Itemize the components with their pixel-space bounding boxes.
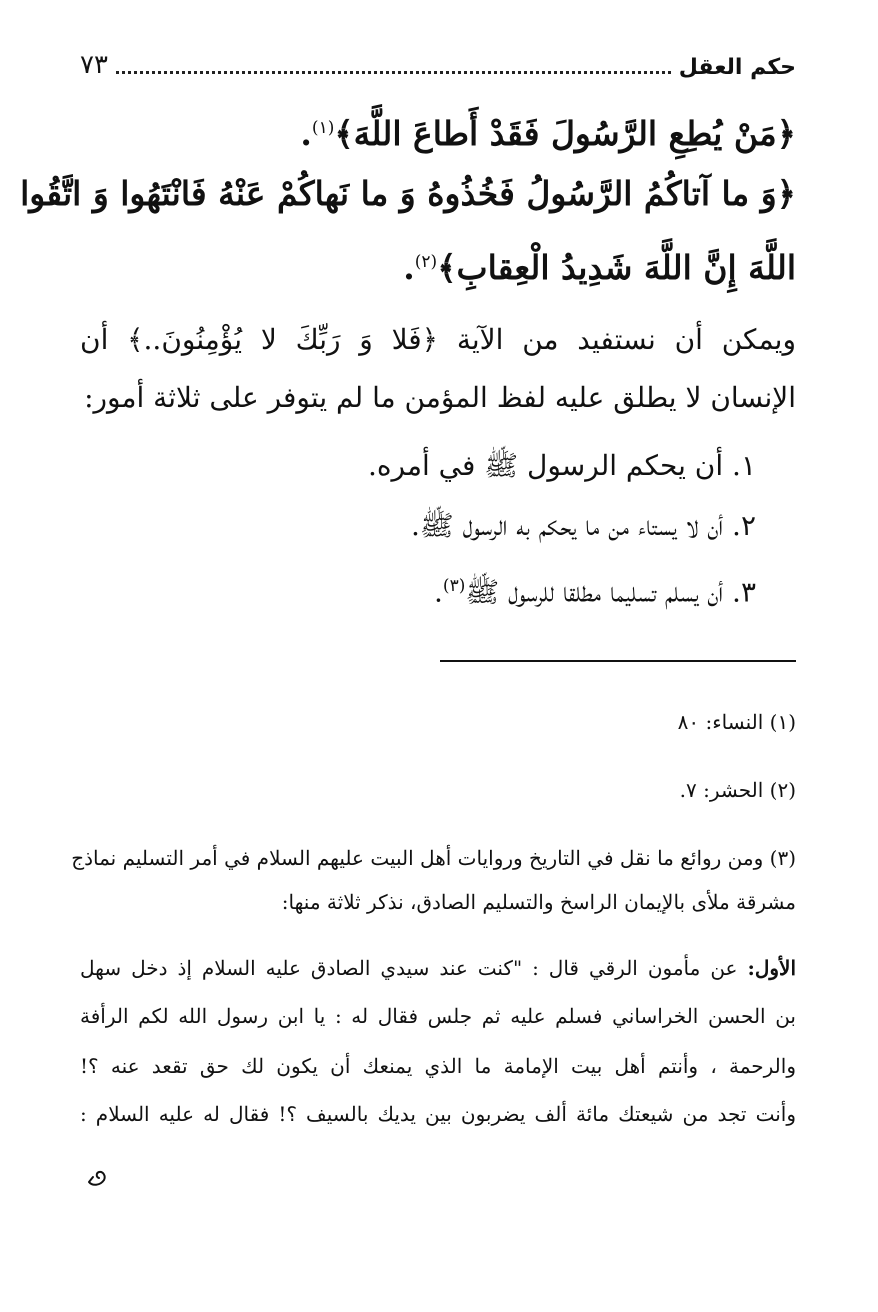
list-text-1: أن يحكم الرسول ﷺ في أمره. [367, 449, 724, 482]
narration-line-4: وأنت تجد من شيعتك مائة ألف يضربون بين يديك بالسيف ؟! فقال له عليه السلام : [80, 1102, 796, 1126]
body-line-2: الإنسان لا يطلق عليه لفظ المؤمن ما لم يتوفر على ثلاثة أمور: [84, 381, 796, 414]
footnote-2: (٢) الحشر: ٧. [679, 778, 796, 802]
list-text-2: أن لا يستاء من ما يحكم به الرسول ﷺ. [411, 509, 724, 542]
verse-2-line-2 [80, 232, 796, 298]
publisher-mark-icon [86, 1166, 108, 1188]
narration-text-1: عن مأمون الرقي قال : "كنت عند سيدي الصادق عليه السلام إذ دخل سهل [80, 956, 738, 980]
narration-line-1 [80, 952, 796, 984]
verse-1 [80, 98, 796, 164]
page-number: ٧٣ [80, 50, 108, 80]
verse-1-end: . [300, 114, 312, 153]
page-header [80, 40, 796, 80]
list-item-1 [368, 444, 756, 488]
narration-line-2: بن الحسن الخراساني فسلم عليه ثم جلس فقال له : يا ابن رسول الله لكم الرأفة [80, 1004, 796, 1028]
list-item-3 [434, 564, 756, 614]
verse-2-end: . [403, 248, 415, 287]
footnote-mark-1: (١) [311, 118, 335, 138]
list-item-2 [411, 504, 756, 548]
verse-2-line-1 [20, 164, 796, 224]
list-number-1: ١. [732, 449, 756, 482]
body-line-1: ويمكن أن نستفيد من الآية ﴿فَلا وَ رَبِّكَ لا يُؤْمِنُونَ..﴾ أن [80, 323, 797, 356]
footnote-mark-2: (٢) [414, 252, 438, 272]
list-number-2: ٢. [732, 509, 756, 542]
list-3-end: . [434, 575, 443, 609]
footnote-1: (١) النساء: ٨٠ [677, 710, 796, 734]
footnote-3-line-2: مشرقة ملأى بالإيمان الراسخ والتسليم الصادق، نذكر ثلاثة منها: [281, 890, 796, 914]
list-text-3: أن يسلم تسليما مطلقا للرسول ﷺ [465, 575, 724, 609]
footnote-mark-3: (٣) [442, 576, 466, 596]
verse-2-continuation: اللَّهَ إِنَّ اللَّهَ شَدِيدُ الْعِقابِ﴾ [437, 248, 796, 287]
footnote-separator [440, 660, 796, 662]
header-dot-leader [116, 70, 671, 74]
narration-line-3: والرحمة ، وأنتم أهل بيت الإمامة ما الذي يمنعك أن يكون لك حق تقعد عنه ؟! [80, 1054, 796, 1078]
narration-lead: الأول: [747, 956, 797, 980]
verse-2-text: ﴿وَ ما آتاكُمُ الرَّسُولُ فَخُذُوهُ وَ ما نَهاكُمْ عَنْهُ فَانْتَهُوا وَ اتَّقُوا [20, 174, 796, 213]
verse-1-text: ﴿مَنْ يُطِعِ الرَّسُولَ فَقَدْ أَطاعَ اللَّهَ﴾ [334, 114, 796, 153]
chapter-title: حكم العقل [678, 55, 796, 80]
footnote-3-line-1: (٣) ومن روائع ما نقل في التاريخ وروايات أهل البيت عليهم السلام في أمر التسليم نماذج [71, 846, 796, 870]
list-number-3: ٣. [732, 575, 756, 609]
